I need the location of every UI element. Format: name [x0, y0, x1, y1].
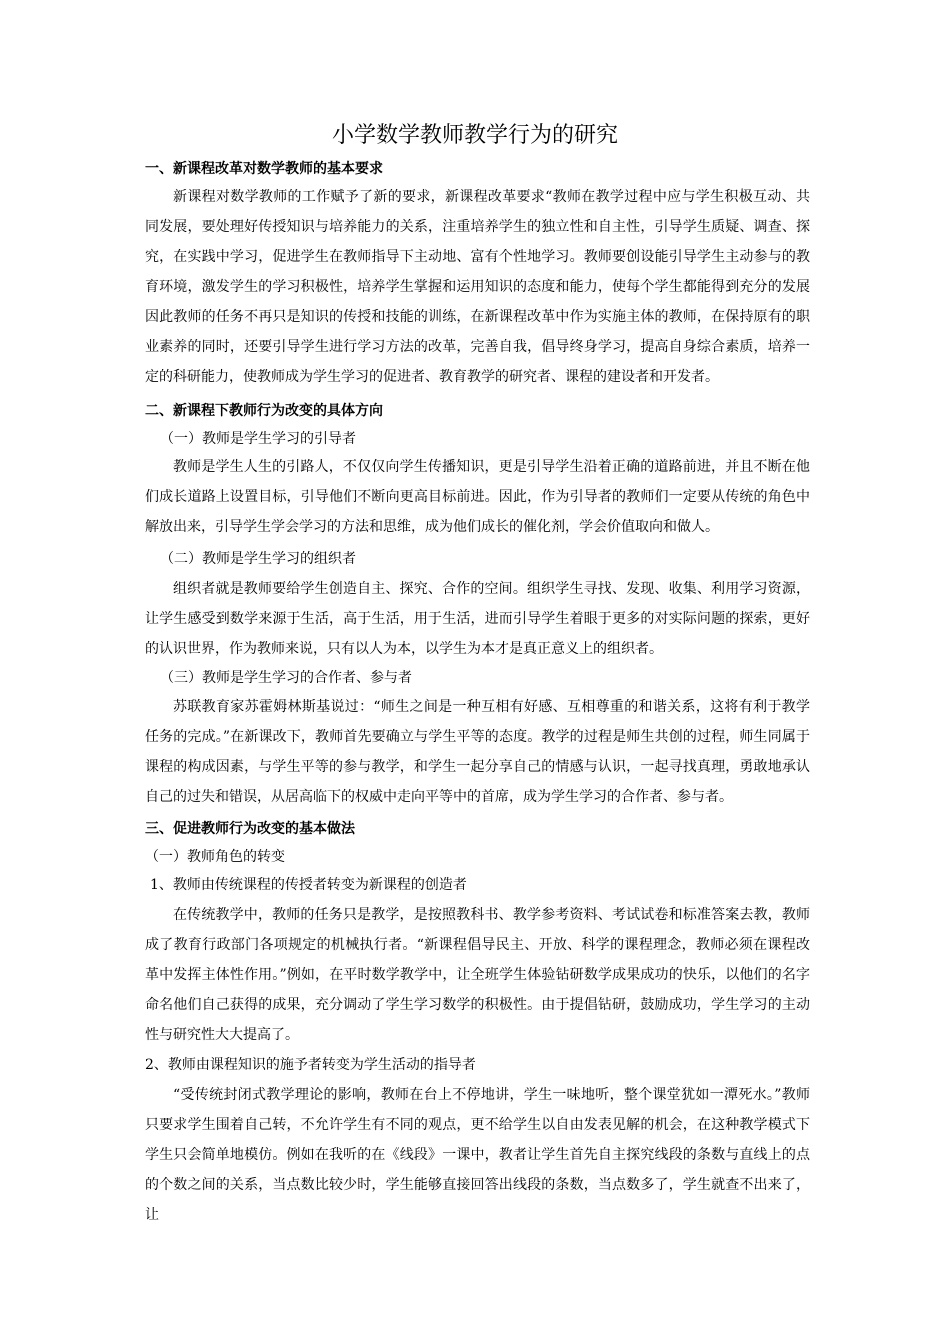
- paragraph: 组织者就是教师要给学生创造自主、探究、合作的空间。组织学生寻找、发现、收集、利用学习资源，让学生感受到数学来源于生活，高于生活，用于生活，进而引导学生着眼于更多的对实际问题的探索，更好的认识世界，作为教师来说，只有以人为本，以学生为本才是真正意义上的组织者。: [145, 581, 810, 657]
- section-1: [145, 158, 810, 180]
- subheading: （一）教师角色的转变: [145, 849, 285, 865]
- document-title: 小学数学教师教学行为的研究: [331, 123, 618, 148]
- section-2: [145, 400, 810, 422]
- paragraph: 教师是学生人生的引路人，不仅仅向学生传播知识，更是引导学生沿着正确的道路前进，并且不断在他们成长道路上设置目标，引导他们不断向更高目标前进。因此，作为引导者的教师们一定要从传统的角色中解放出来，引导学生学会学习的方法和思维，成为他们成长的催化剂，学会价值取向和做人。: [145, 459, 810, 535]
- subheading-3-1: [145, 846, 810, 868]
- section-3-paragraph-1: [145, 900, 810, 1050]
- list-item: 2、教师由课程知识的施予者转变为学生活动的指导者: [145, 1057, 476, 1073]
- section-heading: 一、新课程改革对数学教师的基本要求: [145, 161, 383, 177]
- item-3-2: [145, 1054, 810, 1076]
- section-3-paragraph-2: [145, 1080, 810, 1230]
- item-3-1: [150, 874, 815, 896]
- section-3: [145, 818, 810, 840]
- subheading: （三）教师是学生学习的合作者、参与者: [160, 670, 412, 686]
- paragraph: 在传统教学中，教师的任务只是教学，是按照教科书、教学参考资料、考试试卷和标准答案去教，教师成了教育行政部门各项规定的机械执行者。“新课程倡导民主、开放、科学的课程理念，教师必须在课程改革中发挥主体性作用。”例如，在平时数学教学中，让全班学生体验钻研数学成果成功的快乐，以他们的名字命名他们自己获得的成果，充分调动了学生学习数学的积极性。由于提倡钻研，鼓励成功，学生学习的主动性与研究性大大提高了。: [145, 907, 810, 1043]
- subheading-2-2: [160, 548, 825, 570]
- subheading: （一）教师是学生学习的引导者: [160, 431, 356, 447]
- subheading-2-1: [160, 428, 825, 450]
- list-item: 1、教师由传统课程的传授者转变为新课程的创造者: [150, 877, 467, 893]
- section-2-paragraph-1: [145, 452, 810, 542]
- subheading-2-3: [160, 667, 825, 689]
- section-1-paragraph: [145, 182, 810, 392]
- section-heading: 二、新课程下教师行为改变的具体方向: [145, 403, 383, 419]
- paragraph: 苏联教育家苏霍姆林斯基说过：“师生之间是一种互相有好感、互相尊重的和谐关系，这将有利于教学任务的完成。”在新课改下，教师首先要确立与学生平等的态度。教学的过程是师生共创的过程，师生同属于课程的构成因素，与学生平等的参与教学，和学生一起分享自己的情感与认识，一起寻找真理，勇敢地承认自己的过失和错误，从居高临下的权威中走向平等中的首席，成为学生学习的合作者、参与者。: [145, 699, 810, 805]
- section-heading: 三、促进教师行为改变的基本做法: [145, 821, 355, 837]
- section-2-paragraph-3: [145, 692, 810, 812]
- paragraph: 新课程对数学教师的工作赋予了新的要求，新课程改革要求“教师在教学过程中应与学生积极互动、共同发展，要处理好传授知识与培养能力的关系，注重培养学生的独立性和自主性，引导学生质疑、调查、探究，在实践中学习，促进学生在教师指导下主动地、富有个性地学习。教师要创设能引导学生主动参与的教育环境，激发学生的学习积极性，培养学生掌握和运用知识的态度和能力，使每个学生都能得到充分的发展因此教师的任务不再只是知识的传授和技能的训练，在新课程改革中作为实施主体的教师，在保持原有的职业素养的同时，还要引导学生进行学习方法的改革，完善自我，倡导终身学习，提高自身综合素质，培养一定的科研能力，使教师成为学生学习的促进者、教育教学的研究者、课程的建设者和开发者。: [145, 189, 810, 385]
- subheading: （二）教师是学生学习的组织者: [160, 551, 356, 567]
- paragraph: “受传统封闭式教学理论的影响，教师在台上不停地讲，学生一味地听，整个课堂犹如一潭死水。”教师只要求学生围着自己转，不允许学生有不同的观点，更不给学生以自由发表见解的机会，在这种教学模式下学生只会简单地模仿。例如在我听的在《线段》一课中，教者让学生首先自主探究线段的条数与直线上的点的个数之间的关系，当点数比较少时，学生能够直接回答出线段的条数，当点数多了，学生就查不出来了，让: [145, 1087, 810, 1223]
- section-2-paragraph-2: [145, 574, 810, 664]
